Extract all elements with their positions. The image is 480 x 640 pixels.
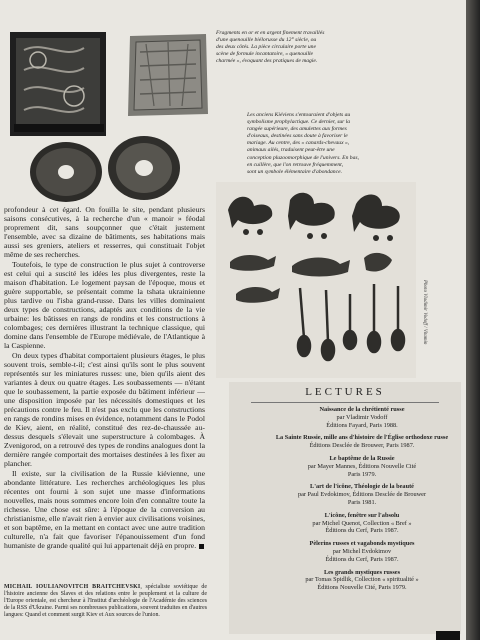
book-title: L'art de l'icône, Théologie de la beauté (310, 483, 414, 491)
carved-stone-photo (124, 30, 212, 120)
book-title: L'icône, fenêtre sur l'absolu (324, 511, 400, 519)
caption-line: mariage. Au centre, des « canards-chevaux », (247, 140, 350, 147)
book-author: par Mayer Mannes, Éditions Nouvelle Cité (307, 462, 417, 470)
book-entry (273, 434, 451, 450)
author-name: MICHAIL IOULIANOVITCH BRAITCHEVSKI (4, 584, 141, 590)
photo-credit (420, 280, 428, 390)
caption-line: Les anciens Kiéviens s'entouraient d'objets au (247, 112, 351, 118)
body-paragraph: profondeur à cet égard. On fouilla le site, pendant plusieurs saisons consécutives, à la recherche d'un « manoir » féodal proprement dit, sans soupçonner que c'était justement l'ensemble, avec sa dizaine de bâtiments, ses habitations mais aussi ses greniers, ateliers et resserres, qui constituait l'objet même de ses recherches. (4, 205, 205, 259)
body-paragraph-text: Il existe, sur la civilisation de la Russie kiévienne, une abondante littérature. Les recherches archéologiques les plus récentes ont fourni à son sujet une masse d'informations nouvelles, mais nous sommes encore loin d'en connaître toute la richesse. Une chose est sûre: à l'époque de la conversion au christianisme, elle n'avait rien à envier aux civilisations voisines, et son baptême, en la mettant en contact avec une autre tradition culturelle, n'a fait que favoriser l'épanouissement d'un fond humaniste de grande qualité qui lui appartenait déjà en propre. (4, 469, 205, 550)
book-entry (273, 569, 451, 592)
book-author: par Michel Quenot, Collection « Bref » (312, 519, 412, 527)
book-entry (273, 483, 451, 506)
ornate-panel-photo (4, 30, 114, 138)
caption-line: d'une quenouille biélorusse du 12° siècle, ou (216, 37, 317, 44)
page-binding-edge (466, 0, 480, 640)
caption-line: rangée supérieure, des amulettes aux formes (247, 126, 347, 133)
author-text: , spécialiste soviétique de l'histoire ancienne des Slaves et des relations entre le peuplement et la culture de l'Europe orientale, est chercheur à l'Institut d'archéologie de l'Académie des sciences de la RSS d'Ukraine. Parmi ses nombreuses publications, souvent traduites en d'autres langues: Quand et comment surgit Kiev et Aux sources de l'union. (4, 584, 207, 619)
book-publisher: Éditions Desclée de Brouwer, Paris 1987. (309, 442, 415, 450)
book-title: Le baptême de la Russie (329, 454, 395, 462)
page-corner-tab (436, 631, 460, 640)
book-entry (273, 406, 451, 429)
caption-line: conception pluzoomorphique de l'univers. En bas, (247, 154, 359, 161)
spindle-whorl-right (104, 132, 184, 204)
spindle-whorl-left (26, 138, 106, 206)
book-publisher: Paris 1979. (347, 470, 377, 478)
caption-top (216, 30, 464, 65)
book-publisher: Éditions du Cerf, Paris 1987. (325, 527, 399, 535)
body-paragraph: Toutefois, le type de construction le plus sujet à controverse est celui qui a suscité les idées les plus divergentes, reste la maison d'habitation. Le logement paysan de l'époque, mous et guère supportable, se présentait comme la tshata ukrainienne plus tardive ou l'isba grand-russe. Dans les villes dominaient deux types de constructions, adaptés aux conditions de la vie urbaine: les bâtisses en rangs de rondins et les constructions à colombages; ces dernières illustrant la technique classique, qui domine dans l'ensemble de l'Europe médiévale, de l'Atlantique à la Caspienne. (4, 260, 205, 350)
book-title: Naissance de la chrétienté russe (319, 406, 405, 413)
body-paragraph: On deux types d'habitat comportaient plusieurs étages, le plus souvent trois, semble-t-il; c'est ainsi qu'ils sont le plus souvent représentés sur les miniatures russes: une, bien qu'ils aient des variantes à deux ou quatre étages. Les soubassements — n'étant que le soubassement, la partie exposée du bâtiment inférieur — une disposition imposée par les nécessités domestiques et les précautions contre le feu. Il n'est pas exclu que les constructions en rangs de rondins mises en évidence, notamment dans le Podol de Kiev, aient, en réalité, constitué des rez-de-chaussée au-dessus desquels s'élevait une superstructure à colombages. À Zvenigorod, on a retrouvé des types de rondins analogues dont la dernière rangée comportait des mortaises destinées à les fixer au plancher. (4, 351, 205, 468)
lectures-box (229, 382, 461, 634)
author-bio (4, 584, 207, 619)
book-entry (273, 512, 451, 535)
caption-line: des deux côtés. La pièce circulaire porte une (216, 44, 316, 51)
lectures-heading: LECTURES (305, 386, 385, 398)
caption-line: d'oiseaux, destinées sans doute à favoriser le (247, 133, 348, 140)
book-title: Pèlerins russes et vagabonds mystiques (309, 540, 415, 548)
book-author: par Tomas Spidlik, Collection « spiritualité » (305, 576, 419, 584)
photo-credit-text: Photo Vladimir Vodoff / Vitamin (422, 280, 427, 345)
lectures-divider (251, 402, 439, 403)
book-publisher: Éditions Nouvelle Cité, Paris 1979. (317, 584, 407, 592)
amulets-photo (216, 182, 416, 378)
caption-line: symbolisme prophylactique. Ce dernier, sur la (247, 119, 351, 126)
book-entry (273, 455, 451, 478)
body-paragraph (4, 469, 205, 550)
article-body (4, 205, 205, 551)
book-title: Les grands mystiques russes (323, 568, 401, 576)
book-publisher: Éditions Fayard, Paris 1988. (326, 421, 398, 429)
caption-line: scène de formule incantatoire, « quenouille (216, 51, 314, 58)
caption-middle (247, 112, 459, 176)
caption-line: en cuillère, que l'on retrouve fréquemment, (247, 161, 344, 168)
caption-line: animaux ailés, traduisent peut-être une (247, 147, 335, 154)
book-list (273, 406, 451, 597)
book-title: La Sainte Russie, mille ans d'histoire de l'Église orthodoxe russe (275, 434, 449, 442)
book-publisher: Éditions du Cerf, Paris 1987. (325, 555, 399, 563)
book-publisher: Paris 1981. (347, 498, 377, 506)
caption-line: sont un symbole élémentaire d'abondance. (247, 168, 342, 175)
book-author: par Michel Evdokimov (332, 547, 392, 555)
book-author: par Vladimir Vodoff (336, 413, 388, 421)
book-entry (273, 540, 451, 563)
caption-line: Fragments en or et en argent finement travaillés (216, 30, 325, 36)
book-author: par Paul Evdokimov, Éditions Desclée de Brouwer (297, 491, 427, 499)
caption-line: charmée », évoquant des pratiques de magie. (216, 58, 318, 65)
end-mark-icon (199, 544, 204, 549)
